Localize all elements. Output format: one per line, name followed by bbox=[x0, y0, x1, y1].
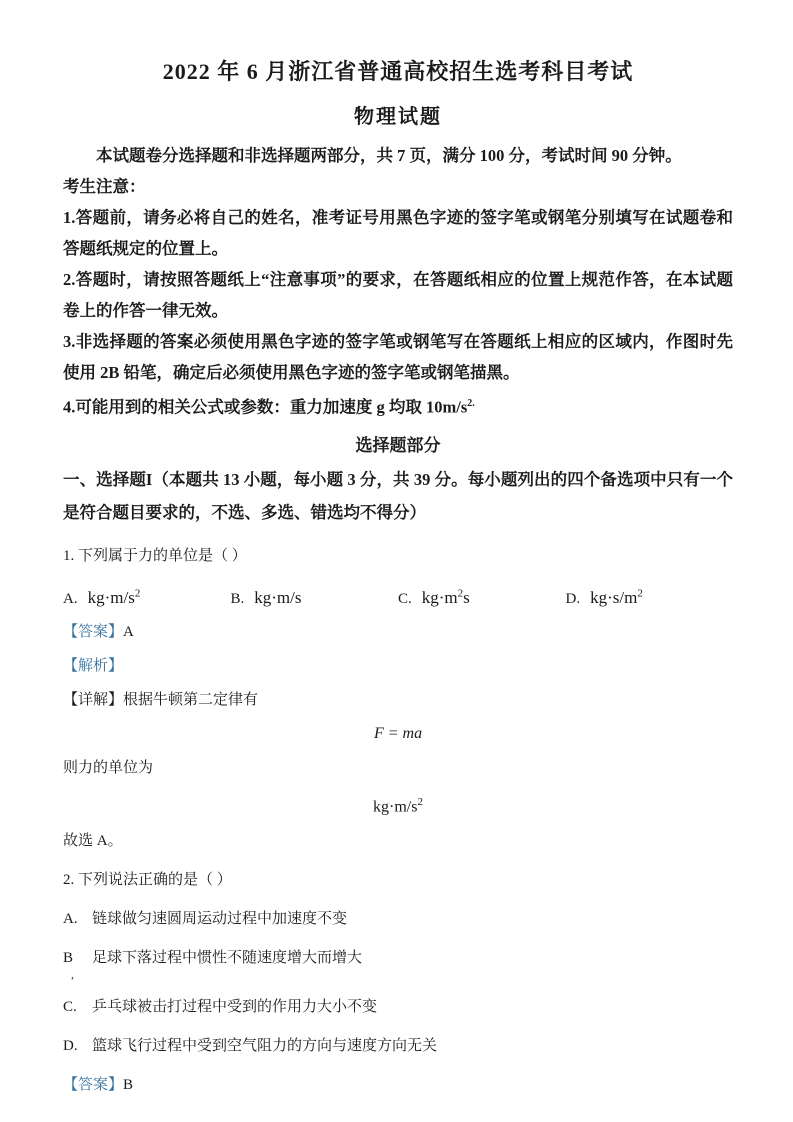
exam-summary: 本试题卷分选择题和非选择题两部分，共 7 页，满分 100 分，考试时间 90 分钟。 bbox=[96, 146, 682, 165]
q1-option-b-value bbox=[254, 588, 301, 607]
q2-option-b-label: B bbox=[63, 950, 74, 967]
q1-answer-value: A bbox=[123, 624, 134, 641]
q1-option-c-pre: kg·m bbox=[421, 588, 458, 608]
newton-second-law-formula bbox=[63, 723, 733, 745]
q1-option-b-pre: kg·m/s bbox=[254, 588, 302, 608]
analysis-marker-text: 【解析】 bbox=[63, 658, 124, 675]
q1-option-a bbox=[63, 588, 231, 609]
q2-option-d-text: 篮球飞行过程中受到空气阻力的方向与速度方向无关 bbox=[92, 1038, 438, 1055]
q1-answer-marker: 【答案】 bbox=[63, 624, 124, 641]
q1-option-c-post: s bbox=[463, 588, 470, 608]
q2-option-a bbox=[63, 909, 733, 930]
q2-answer-marker: 【答案】 bbox=[63, 1077, 124, 1094]
q1-option-a-pre: kg·m/s bbox=[87, 588, 135, 608]
q2-option-b bbox=[63, 948, 733, 969]
q1-option-c-sup: 2 bbox=[457, 587, 464, 600]
q1-option-d-value bbox=[590, 588, 643, 607]
q1-option-d bbox=[566, 588, 734, 609]
section-one-intro: 一、选择题I（本题共 13 小题，每小题 3 分，共 39 分。每小题列出的四个备选项中只有一个是符合题目要求的，不选、多选、错选均不得分） bbox=[63, 469, 733, 522]
q1-option-d-pre: kg·s/m bbox=[590, 588, 638, 608]
q2-answer-line bbox=[63, 1075, 733, 1096]
notice-item-3: 3.非选择题的答案必须使用黑色字迹的签字笔或钢笔写在答题纸上相应的区域内，作图时先使用 2B 铅笔，确定后必须使用黑色字迹的签字笔或钢笔描黑。 bbox=[63, 332, 733, 382]
q1-detail-line: 【详解】根据牛顿第二定律有 bbox=[63, 692, 259, 709]
q1-option-d-sup: 2 bbox=[637, 587, 643, 600]
q2-option-a-text: 链球做匀速圆周运动过程中加速度不变 bbox=[92, 911, 348, 928]
q2-option-c-label: C. bbox=[63, 999, 77, 1016]
force-unit-sup: 2 bbox=[417, 796, 423, 809]
document-title: 2022 年 6 月浙江省普通高校招生选考科目考试 bbox=[162, 59, 634, 84]
force-unit-pre: kg·m/s bbox=[373, 798, 418, 816]
notice-item-4 bbox=[63, 388, 733, 423]
q2-option-c-text: 乒乓球被击打过程中受到的作用力大小不变 bbox=[92, 999, 378, 1016]
formula-f-ma: F = ma bbox=[373, 725, 423, 743]
q2-answer-value: B bbox=[123, 1077, 134, 1094]
question-1-options bbox=[63, 588, 733, 609]
q1-option-a-sup: 2 bbox=[134, 587, 141, 600]
q1-option-b bbox=[231, 588, 399, 609]
notice-item-4-text: 4.可能用到的相关公式或参数：重力加速度 g 均取 10m/s bbox=[63, 397, 468, 417]
q2-option-d bbox=[63, 1036, 733, 1057]
q2-option-a-label: A. bbox=[63, 911, 78, 928]
notice-heading: 考生注意： bbox=[63, 177, 146, 196]
q1-option-a-value bbox=[88, 588, 141, 607]
q1-option-c-label: C. bbox=[398, 591, 412, 608]
q1-option-b-label: B. bbox=[230, 591, 245, 608]
document-subtitle: 物理试题 bbox=[354, 106, 442, 128]
notice-item-2: 2.答题时，请按照答题纸上“注意事项”的要求，在答题纸相应的位置上规范作答，在本试题卷上的作答一律无效。 bbox=[63, 270, 733, 320]
question-2-text: 2. 下列说法正确的是（ ） bbox=[63, 872, 232, 889]
q2-option-d-label: D. bbox=[63, 1038, 78, 1055]
q1-answer-line bbox=[63, 622, 733, 643]
q1-option-c bbox=[398, 588, 566, 609]
question-1-text: 1. 下列属于力的单位是（ ） bbox=[63, 547, 247, 564]
q1-between-text: 则力的单位为 bbox=[63, 760, 154, 777]
q1-option-c-value bbox=[422, 588, 470, 607]
q1-analysis-marker bbox=[63, 656, 733, 677]
force-unit-formula bbox=[63, 791, 733, 818]
notice-item-4-superscript: 2. bbox=[467, 398, 475, 409]
scan-artifact-mark: , bbox=[71, 967, 74, 982]
q1-option-a-label: A. bbox=[63, 591, 78, 608]
notice-item-1: 1.答题前，请务必将自己的姓名，准考证号用黑色字迹的签字笔或钢笔分别填写在试题卷和答题纸规定的位置上。 bbox=[63, 208, 733, 258]
section-part-heading: 选择题部分 bbox=[355, 435, 441, 455]
q2-option-c bbox=[63, 997, 733, 1018]
q1-option-d-label: D. bbox=[565, 591, 581, 608]
q1-conclusion: 故选 A。 bbox=[63, 833, 123, 850]
q2-option-b-text: 足球下落过程中惯性不随速度增大而增大 bbox=[92, 950, 363, 967]
